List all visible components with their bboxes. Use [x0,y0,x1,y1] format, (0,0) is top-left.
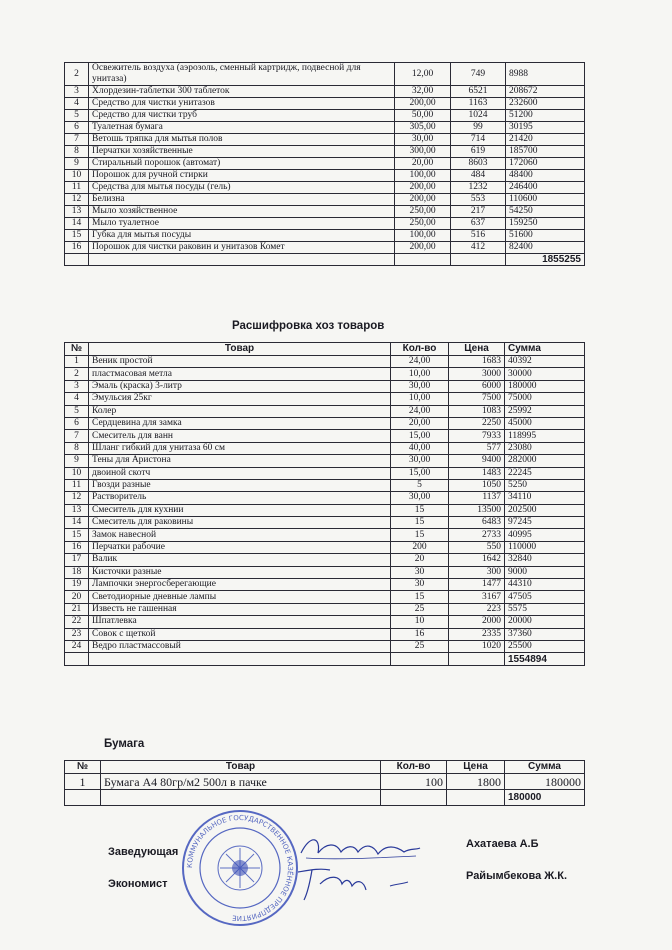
item-name: Эмаль (краска) 3-литр [89,380,391,392]
item-name: Губка для мытья посуды [89,230,395,242]
item-sum: 51200 [506,110,585,122]
table-row [65,579,585,591]
item-price: 749 [451,63,506,86]
item-price: 1050 [449,479,505,491]
item-sum: 5250 [505,479,585,491]
item-quantity: 20 [391,554,449,566]
item-sum: 45000 [505,417,585,429]
economist-name: Райымбекова Ж.К. [466,870,568,882]
table-row [65,218,585,230]
item-sum: 30195 [506,122,585,134]
item-quantity: 100,00 [395,170,451,182]
table-row [65,134,585,146]
item-name: двоиной скотч [89,467,391,479]
table-row [65,616,585,628]
item-name: Туалетная бумага [89,122,395,134]
table-row [65,110,585,122]
item-quantity: 200,00 [395,194,451,206]
table-row [65,529,585,541]
table-row [65,504,585,516]
row-number: 17 [65,554,89,566]
table-row [65,122,585,134]
item-name: Шланг гибкий для унитаза 60 см [89,442,391,454]
item-price: 2250 [449,417,505,429]
empty-cell [391,653,449,665]
table-row [65,774,585,790]
table-row [65,86,585,98]
table-row [65,98,585,110]
item-name: Порошок для ручной стирки [89,170,395,182]
table-row [65,368,585,380]
item-sum: 40392 [505,356,585,368]
table3-title: Бумага [104,738,145,750]
item-sum: 32840 [505,554,585,566]
item-price: 2733 [449,529,505,541]
item-sum: 5575 [505,603,585,615]
item-sum: 44310 [505,579,585,591]
table-row [65,63,585,86]
table-row [65,182,585,194]
empty-cell [101,790,381,806]
item-quantity: 10 [391,616,449,628]
item-quantity: 250,00 [395,206,451,218]
item-price: 1683 [449,356,505,368]
item-quantity: 10,00 [391,393,449,405]
row-number: 14 [65,517,89,529]
item-sum: 47505 [505,591,585,603]
item-sum: 8988 [506,63,585,86]
row-number: 11 [65,479,89,491]
item-price: 2335 [449,628,505,640]
item-sum: 37360 [505,628,585,640]
item-price: 553 [451,194,506,206]
item-sum: 25500 [505,640,585,652]
stamp-text: КОММУНАЛЬНОЕ ГОСУДАРСТВЕННОЕ КАЗЁННОЕ ПРЕДПРИЯТИЕ [185,813,295,923]
paper-table [64,760,585,806]
row-number: 19 [65,579,89,591]
item-quantity: 15,00 [391,467,449,479]
empty-cell [89,653,391,665]
row-number: 24 [65,640,89,652]
empty-cell [89,254,395,266]
table-row [65,194,585,206]
item-price: 619 [451,146,506,158]
table-row [65,170,585,182]
item-quantity: 15 [391,504,449,516]
table-row [65,380,585,392]
item-price: 7500 [449,393,505,405]
item-quantity: 200,00 [395,242,451,254]
item-sum: 30000 [505,368,585,380]
item-quantity: 10,00 [391,368,449,380]
item-quantity: 30,00 [391,380,449,392]
item-sum: 21420 [506,134,585,146]
table-row [65,417,585,429]
table-row [65,455,585,467]
item-quantity: 32,00 [395,86,451,98]
col-header-name: Товар [101,761,381,774]
item-name: Лампочки энергосберегающие [89,579,391,591]
col-header-n: № [65,761,101,774]
item-quantity: 16 [391,628,449,640]
item-name: Перчатки хозяйственные [89,146,395,158]
item-name: Замок навесной [89,529,391,541]
item-quantity: 200 [391,541,449,553]
item-quantity: 15 [391,591,449,603]
col-header-sum: Сумма [505,761,585,774]
item-name: Ведро пластмассовый [89,640,391,652]
item-name: Растворитель [89,492,391,504]
item-name: Шпатлевка [89,616,391,628]
item-sum: 22245 [505,467,585,479]
table2-title: Расшифровка хоз товаров [232,320,385,332]
item-price: 412 [451,242,506,254]
item-quantity: 12,00 [395,63,451,86]
item-quantity: 15 [391,517,449,529]
item-name: Бумага А4 80гр/м2 500л в пачке [101,774,381,790]
item-quantity: 25 [391,640,449,652]
table-row [65,393,585,405]
table-row [65,541,585,553]
row-number: 13 [65,206,89,218]
item-sum: 208672 [506,86,585,98]
item-name: Тены для Аристона [89,455,391,467]
item-quantity: 300,00 [395,146,451,158]
item-quantity: 30 [391,566,449,578]
table-row [65,591,585,603]
item-price: 223 [449,603,505,615]
official-stamp [180,808,300,928]
col-header-qty: Кол-во [381,761,447,774]
row-number: 9 [65,455,89,467]
item-name: Совок с щеткой [89,628,391,640]
item-quantity: 100 [381,774,447,790]
total-row [65,790,585,806]
item-sum: 159250 [506,218,585,230]
item-sum: 54250 [506,206,585,218]
item-name: Хлордезин-таблетки 300 таблеток [89,86,395,98]
item-name: Средство для чистки унитазов [89,98,395,110]
item-name: Известь не гашенная [89,603,391,615]
row-number: 10 [65,170,89,182]
table-row [65,554,585,566]
head-name: Ахатаева А.Б [466,838,539,850]
item-quantity: 24,00 [391,356,449,368]
item-price: 8603 [451,158,506,170]
empty-cell [395,254,451,266]
item-sum: 9000 [505,566,585,578]
item-sum: 282000 [505,455,585,467]
item-sum: 232600 [506,98,585,110]
item-price: 1083 [449,405,505,417]
table-row [65,405,585,417]
table-row [65,230,585,242]
item-price: 3000 [449,368,505,380]
row-number: 21 [65,603,89,615]
table-row [65,467,585,479]
item-quantity: 250,00 [395,218,451,230]
item-price: 1800 [447,774,505,790]
item-quantity: 30,00 [395,134,451,146]
item-price: 1483 [449,467,505,479]
table-row [65,430,585,442]
item-sum: 25992 [505,405,585,417]
empty-cell [65,254,89,266]
grand-total: 180000 [505,790,585,806]
col-header-price: Цена [447,761,505,774]
table-row [65,566,585,578]
grand-total: 1855255 [506,254,585,266]
row-number: 18 [65,566,89,578]
item-name: Смеситель для кухнии [89,504,391,516]
empty-cell [447,790,505,806]
item-name: Порошок для чистки раковин и унитазов Комет [89,242,395,254]
item-price: 2000 [449,616,505,628]
household-goods-breakdown-table [64,342,585,666]
item-sum: 118995 [505,430,585,442]
item-sum: 34110 [505,492,585,504]
row-number: 1 [65,774,101,790]
empty-cell [451,254,506,266]
item-sum: 82400 [506,242,585,254]
row-number: 13 [65,504,89,516]
table-row [65,158,585,170]
item-quantity: 15,00 [391,430,449,442]
row-number: 14 [65,218,89,230]
col-header-n: № [65,343,89,356]
item-price: 1642 [449,554,505,566]
item-price: 1137 [449,492,505,504]
item-name: Средство для чистки труб [89,110,395,122]
row-number: 8 [65,442,89,454]
item-name: Освежитель воздуха (аэрозоль, сменный картридж, подвесной для унитаза) [89,63,395,86]
table-header-row [65,343,585,356]
item-price: 516 [451,230,506,242]
item-quantity: 40,00 [391,442,449,454]
total-row [65,653,585,665]
item-name: Веник простой [89,356,391,368]
item-sum: 172060 [506,158,585,170]
item-name: Кисточки разные [89,566,391,578]
row-number: 12 [65,492,89,504]
item-price: 13500 [449,504,505,516]
item-quantity: 15 [391,529,449,541]
item-name: Колер [89,405,391,417]
col-header-sum: Сумма [505,343,585,356]
item-name: Мыло туалетное [89,218,395,230]
item-price: 1020 [449,640,505,652]
item-price: 6483 [449,517,505,529]
item-price: 484 [451,170,506,182]
item-quantity: 50,00 [395,110,451,122]
table-row [65,479,585,491]
item-quantity: 200,00 [395,182,451,194]
item-price: 99 [451,122,506,134]
row-number: 16 [65,541,89,553]
row-number: 22 [65,616,89,628]
item-name: Эмульсия 25кг [89,393,391,405]
item-sum: 40995 [505,529,585,541]
household-goods-table [64,62,585,266]
item-price: 1024 [451,110,506,122]
item-name: Светодиорные дневные лампы [89,591,391,603]
item-quantity: 5 [391,479,449,491]
item-name: Валик [89,554,391,566]
empty-cell [65,653,89,665]
item-name: Средства для мытья посуды (гель) [89,182,395,194]
item-price: 637 [451,218,506,230]
item-quantity: 25 [391,603,449,615]
table-row [65,356,585,368]
table-row [65,517,585,529]
table-row [65,603,585,615]
row-number: 2 [65,368,89,380]
item-price: 6521 [451,86,506,98]
item-quantity: 305,00 [395,122,451,134]
item-price: 6000 [449,380,505,392]
table-header-row [65,761,585,774]
row-number: 15 [65,230,89,242]
row-number: 4 [65,98,89,110]
economist-signature [290,862,420,904]
item-sum: 48400 [506,170,585,182]
row-number: 3 [65,86,89,98]
item-name: Белизна [89,194,395,206]
table-row [65,146,585,158]
head-label: Заведующая [108,846,179,858]
row-number: 7 [65,430,89,442]
item-quantity: 30 [391,579,449,591]
item-price: 1163 [451,98,506,110]
item-sum: 97245 [505,517,585,529]
row-number: 16 [65,242,89,254]
item-quantity: 200,00 [395,98,451,110]
row-number: 15 [65,529,89,541]
row-number: 2 [65,63,89,86]
table-row [65,242,585,254]
item-name: Гвозди разные [89,479,391,491]
item-quantity: 100,00 [395,230,451,242]
item-sum: 202500 [505,504,585,516]
item-price: 714 [451,134,506,146]
col-header-price: Цена [449,343,505,356]
table-row [65,628,585,640]
row-number: 12 [65,194,89,206]
item-price: 217 [451,206,506,218]
table-row [65,206,585,218]
row-number: 5 [65,110,89,122]
item-sum: 180000 [505,774,585,790]
row-number: 3 [65,380,89,392]
item-sum: 110600 [506,194,585,206]
row-number: 4 [65,393,89,405]
item-sum: 20000 [505,616,585,628]
table-row [65,492,585,504]
item-quantity: 20,00 [391,417,449,429]
item-name: Сердцевина для замка [89,417,391,429]
col-header-name: Товар [89,343,391,356]
table-row [65,442,585,454]
item-sum: 180000 [505,380,585,392]
item-quantity: 30,00 [391,492,449,504]
item-name: Мыло хозяйственное [89,206,395,218]
empty-cell [449,653,505,665]
item-quantity: 24,00 [391,405,449,417]
row-number: 23 [65,628,89,640]
row-number: 20 [65,591,89,603]
item-name: Ветошь тряпка для мытья полов [89,134,395,146]
total-row [65,254,585,266]
item-price: 550 [449,541,505,553]
item-sum: 75000 [505,393,585,405]
item-price: 300 [449,566,505,578]
row-number: 9 [65,158,89,170]
row-number: 5 [65,405,89,417]
table-row [65,640,585,652]
item-price: 9400 [449,455,505,467]
economist-label: Экономист [108,878,168,890]
row-number: 11 [65,182,89,194]
item-sum: 185700 [506,146,585,158]
item-sum: 110000 [505,541,585,553]
row-number: 8 [65,146,89,158]
row-number: 6 [65,122,89,134]
item-name: пластмасовая метла [89,368,391,380]
item-price: 3167 [449,591,505,603]
item-price: 1232 [451,182,506,194]
item-price: 7933 [449,430,505,442]
item-name: Стиральный порошок (автомат) [89,158,395,170]
empty-cell [381,790,447,806]
item-price: 577 [449,442,505,454]
row-number: 6 [65,417,89,429]
row-number: 1 [65,356,89,368]
item-sum: 51600 [506,230,585,242]
empty-cell [65,790,101,806]
item-quantity: 20,00 [395,158,451,170]
item-price: 1477 [449,579,505,591]
row-number: 7 [65,134,89,146]
row-number: 10 [65,467,89,479]
item-sum: 23080 [505,442,585,454]
item-quantity: 30,00 [391,455,449,467]
col-header-qty: Кол-во [391,343,449,356]
item-name: Смеситель для ванн [89,430,391,442]
item-name: Смеситель для раковины [89,517,391,529]
item-sum: 246400 [506,182,585,194]
item-name: Перчатки рабочие [89,541,391,553]
grand-total: 1554894 [505,653,585,665]
